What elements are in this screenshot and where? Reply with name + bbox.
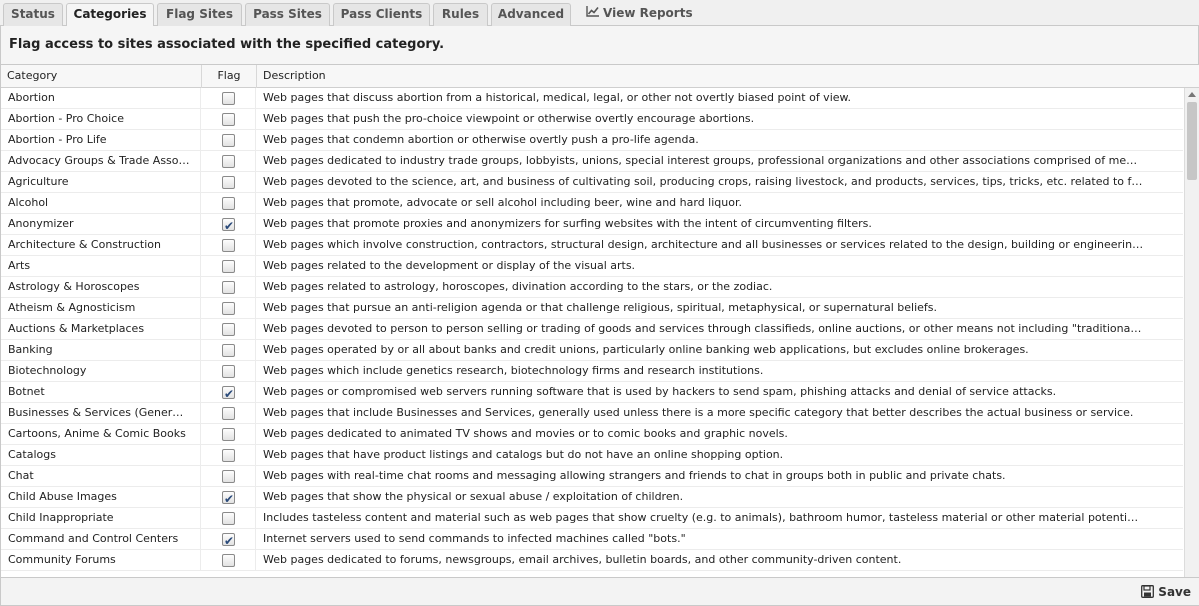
flag-cell (201, 487, 256, 508)
table-row[interactable] (1, 277, 1183, 298)
checkmark-icon: ✔ (224, 387, 235, 401)
save-button[interactable] (1141, 583, 1191, 601)
category-name: Advocacy Groups & Trade Asso… (1, 151, 201, 172)
tab-label: Flag Sites (166, 7, 233, 21)
chart-icon (586, 3, 599, 23)
tab-bar (0, 0, 1199, 26)
category-name: Community Forums (1, 550, 201, 571)
flag-cell (201, 319, 256, 340)
table-row[interactable] (1, 550, 1183, 571)
category-name: Architecture & Construction (1, 235, 201, 256)
column-header-category[interactable]: Category (1, 65, 202, 88)
category-name: Child Abuse Images (1, 487, 201, 508)
category-name: Botnet (1, 382, 201, 403)
categories-panel (0, 26, 1199, 606)
flag-cell (201, 424, 256, 445)
category-name: Astrology & Horoscopes (1, 277, 201, 298)
table-row[interactable] (1, 466, 1183, 487)
flag-checkbox[interactable] (222, 470, 235, 483)
flag-checkbox[interactable] (222, 134, 235, 147)
flag-checkbox[interactable] (222, 491, 235, 504)
category-name: Atheism & Agnosticism (1, 298, 201, 319)
floppy-disk-icon (1141, 585, 1154, 598)
flag-checkbox[interactable] (222, 155, 235, 168)
category-description: Web pages with real-time chat rooms and messaging allowing strangers and friends to chat in groups both in public and private chats. (263, 469, 1006, 482)
category-description: Web pages related to astrology, horoscopes, divination according to the stars, or the zodiac. (263, 280, 773, 293)
category-description: Web pages that pursue an anti-religion agenda or that challenge religious, spiritual, metaphysical, or supernatural beliefs. (263, 301, 937, 314)
scroll-up-arrow-icon[interactable] (1188, 92, 1196, 97)
flag-checkbox[interactable] (222, 113, 235, 126)
tab-label: Pass Clients (340, 7, 423, 21)
save-label: Save (1158, 585, 1191, 599)
flag-checkbox[interactable] (222, 176, 235, 189)
tab-categories[interactable] (66, 3, 154, 27)
category-name: Anonymizer (1, 214, 201, 235)
categories-grid (1, 64, 1199, 577)
table-row[interactable] (1, 88, 1183, 109)
scroll-thumb[interactable] (1187, 102, 1197, 180)
tab-label: Advanced (497, 7, 565, 21)
flag-checkbox[interactable] (222, 302, 235, 315)
table-row[interactable] (1, 382, 1183, 403)
category-description: Web pages that condemn abortion or otherwise overtly push a pro-life agenda. (263, 133, 699, 146)
category-name: Catalogs (1, 445, 201, 466)
flag-checkbox[interactable] (222, 386, 235, 399)
flag-cell (201, 550, 256, 571)
category-name: Banking (1, 340, 201, 361)
tab-label: Categories (73, 7, 147, 21)
category-description: Web pages dedicated to forums, newsgroups, email archives, bulletin boards, and other community-driven content. (263, 553, 902, 566)
flag-cell (201, 382, 256, 403)
category-name: Command and Control Centers (1, 529, 201, 550)
flag-cell (201, 172, 256, 193)
table-row[interactable] (1, 109, 1183, 130)
checkmark-icon: ✔ (224, 492, 235, 506)
table-row[interactable] (1, 319, 1183, 340)
category-name: Abortion - Pro Choice (1, 109, 201, 130)
flag-checkbox[interactable] (222, 92, 235, 105)
table-row[interactable] (1, 508, 1183, 529)
footer-toolbar (1, 577, 1199, 605)
table-row[interactable] (1, 130, 1183, 151)
tab-pass-clients[interactable] (333, 3, 430, 26)
tab-label: Rules (441, 7, 480, 21)
table-row[interactable] (1, 445, 1183, 466)
column-header-flag[interactable]: Flag (202, 65, 257, 88)
category-description: Web pages that push the pro-choice viewpoint or otherwise overtly encourage abortions. (263, 112, 755, 125)
flag-cell (201, 340, 256, 361)
category-description: Web pages related to the development or display of the visual arts. (263, 259, 636, 272)
flag-checkbox[interactable] (222, 365, 235, 378)
tab-label: View Reports (603, 6, 693, 20)
flag-checkbox[interactable] (222, 197, 235, 210)
table-row[interactable] (1, 529, 1183, 550)
table-row[interactable] (1, 172, 1183, 193)
category-name: Abortion (1, 88, 201, 109)
category-description: Web pages that show the physical or sexual abuse / exploitation of children. (263, 490, 684, 503)
tab-label: Pass Sites (253, 7, 322, 21)
flag-checkbox[interactable] (222, 449, 235, 462)
flag-cell (201, 88, 256, 109)
flag-cell (201, 235, 256, 256)
checkmark-icon: ✔ (224, 219, 235, 233)
tab-rules[interactable] (433, 3, 488, 26)
category-description: Internet servers used to send commands to infected machines called "bots." (263, 532, 686, 545)
flag-checkbox[interactable] (222, 239, 235, 252)
category-name: Abortion - Pro Life (1, 130, 201, 151)
category-description: Web pages dedicated to industry trade groups, lobbyists, unions, special interest groups, professional organizations and other associations comprised of me… (263, 154, 1138, 167)
category-name: Chat (1, 466, 201, 487)
flag-cell (201, 403, 256, 424)
category-name: Biotechnology (1, 361, 201, 382)
grid-body (1, 88, 1183, 577)
tab-pass-sites[interactable] (245, 3, 330, 26)
category-name: Alcohol (1, 193, 201, 214)
vertical-scrollbar[interactable] (1184, 88, 1199, 577)
flag-cell (201, 256, 256, 277)
flag-checkbox[interactable] (222, 344, 235, 357)
flag-cell (201, 109, 256, 130)
category-description: Web pages devoted to person to person selling or trading of goods and services through classifieds, online auctions, or other means not including "traditiona… (263, 322, 1142, 335)
column-header-description[interactable]: Description (263, 69, 326, 82)
category-description: Web pages that promote, advocate or sell alcohol including beer, wine and hard liquor. (263, 196, 742, 209)
table-row[interactable] (1, 361, 1183, 382)
tab-label: Status (11, 7, 55, 21)
category-name: Arts (1, 256, 201, 277)
category-name: Agriculture (1, 172, 201, 193)
category-name: Cartoons, Anime & Comic Books (1, 424, 201, 445)
category-description: Web pages that include Businesses and Services, generally used unless there is a more specific category that better describes the actual business or service. (263, 406, 1134, 419)
flag-cell (201, 130, 256, 151)
tab-flag-sites[interactable] (157, 3, 242, 26)
flag-checkbox[interactable] (222, 218, 235, 231)
category-description: Web pages which involve construction, contractors, structural design, architecture and all businesses or services related to the design, building or engineerin… (263, 238, 1144, 251)
category-name: Auctions & Marketplaces (1, 319, 201, 340)
flag-checkbox[interactable] (222, 407, 235, 420)
table-row[interactable] (1, 235, 1183, 256)
tab-advanced[interactable] (491, 3, 571, 26)
flag-cell (201, 151, 256, 172)
table-row[interactable] (1, 424, 1183, 445)
flag-cell (201, 277, 256, 298)
table-row[interactable] (1, 151, 1183, 172)
category-name: Businesses & Services (Gener… (1, 403, 201, 424)
category-description: Web pages dedicated to animated TV shows and movies or to comic books and graphic novels. (263, 427, 788, 440)
flag-checkbox[interactable] (222, 281, 235, 294)
table-row[interactable] (1, 340, 1183, 361)
flag-checkbox[interactable] (222, 260, 235, 273)
category-description: Web pages that promote proxies and anonymizers for surfing websites with the intent of circumventing filters. (263, 217, 872, 230)
table-row[interactable] (1, 214, 1183, 235)
table-row[interactable] (1, 298, 1183, 319)
flag-cell (201, 193, 256, 214)
flag-checkbox[interactable] (222, 428, 235, 441)
tab-view-reports[interactable] (586, 3, 706, 26)
flag-cell (201, 466, 256, 487)
category-description: Includes tasteless content and material such as web pages that show cruelty (e.g. to animals), bathroom humor, tasteless material or other material potenti… (263, 511, 1139, 524)
category-description: Web pages that have product listings and catalogs but do not have an online shopping option. (263, 448, 784, 461)
table-row[interactable] (1, 487, 1183, 508)
flag-checkbox[interactable] (222, 512, 235, 525)
flag-cell (201, 214, 256, 235)
tab-status[interactable] (3, 3, 63, 26)
flag-cell (201, 529, 256, 550)
flag-checkbox[interactable] (222, 533, 235, 546)
category-description: Web pages or compromised web servers running software that is used by hackers to send spam, phishing attacks and denial of service attacks. (263, 385, 1057, 398)
category-description: Web pages which include genetics research, biotechnology firms and research institutions. (263, 364, 764, 377)
flag-cell (201, 445, 256, 466)
panel-title: Flag access to sites associated with the specified category. (9, 37, 445, 52)
flag-cell (201, 298, 256, 319)
flag-checkbox[interactable] (222, 323, 235, 336)
category-description: Web pages devoted to the science, art, and business of cultivating soil, producing crops, raising livestock, and products, services, tips, tricks, etc. related to f… (263, 175, 1143, 188)
table-row[interactable] (1, 403, 1183, 424)
flag-checkbox[interactable] (222, 554, 235, 567)
table-row[interactable] (1, 256, 1183, 277)
checkmark-icon: ✔ (224, 534, 235, 548)
category-description: Web pages operated by or all about banks and credit unions, particularly online banking web applications, but excludes online brokerages. (263, 343, 1029, 356)
category-name: Child Inappropriate (1, 508, 201, 529)
table-row[interactable] (1, 193, 1183, 214)
flag-cell (201, 508, 256, 529)
grid-header (1, 65, 1199, 88)
category-description: Web pages that discuss abortion from a historical, medical, legal, or other not overtly biased point of view. (263, 91, 852, 104)
flag-cell (201, 361, 256, 382)
